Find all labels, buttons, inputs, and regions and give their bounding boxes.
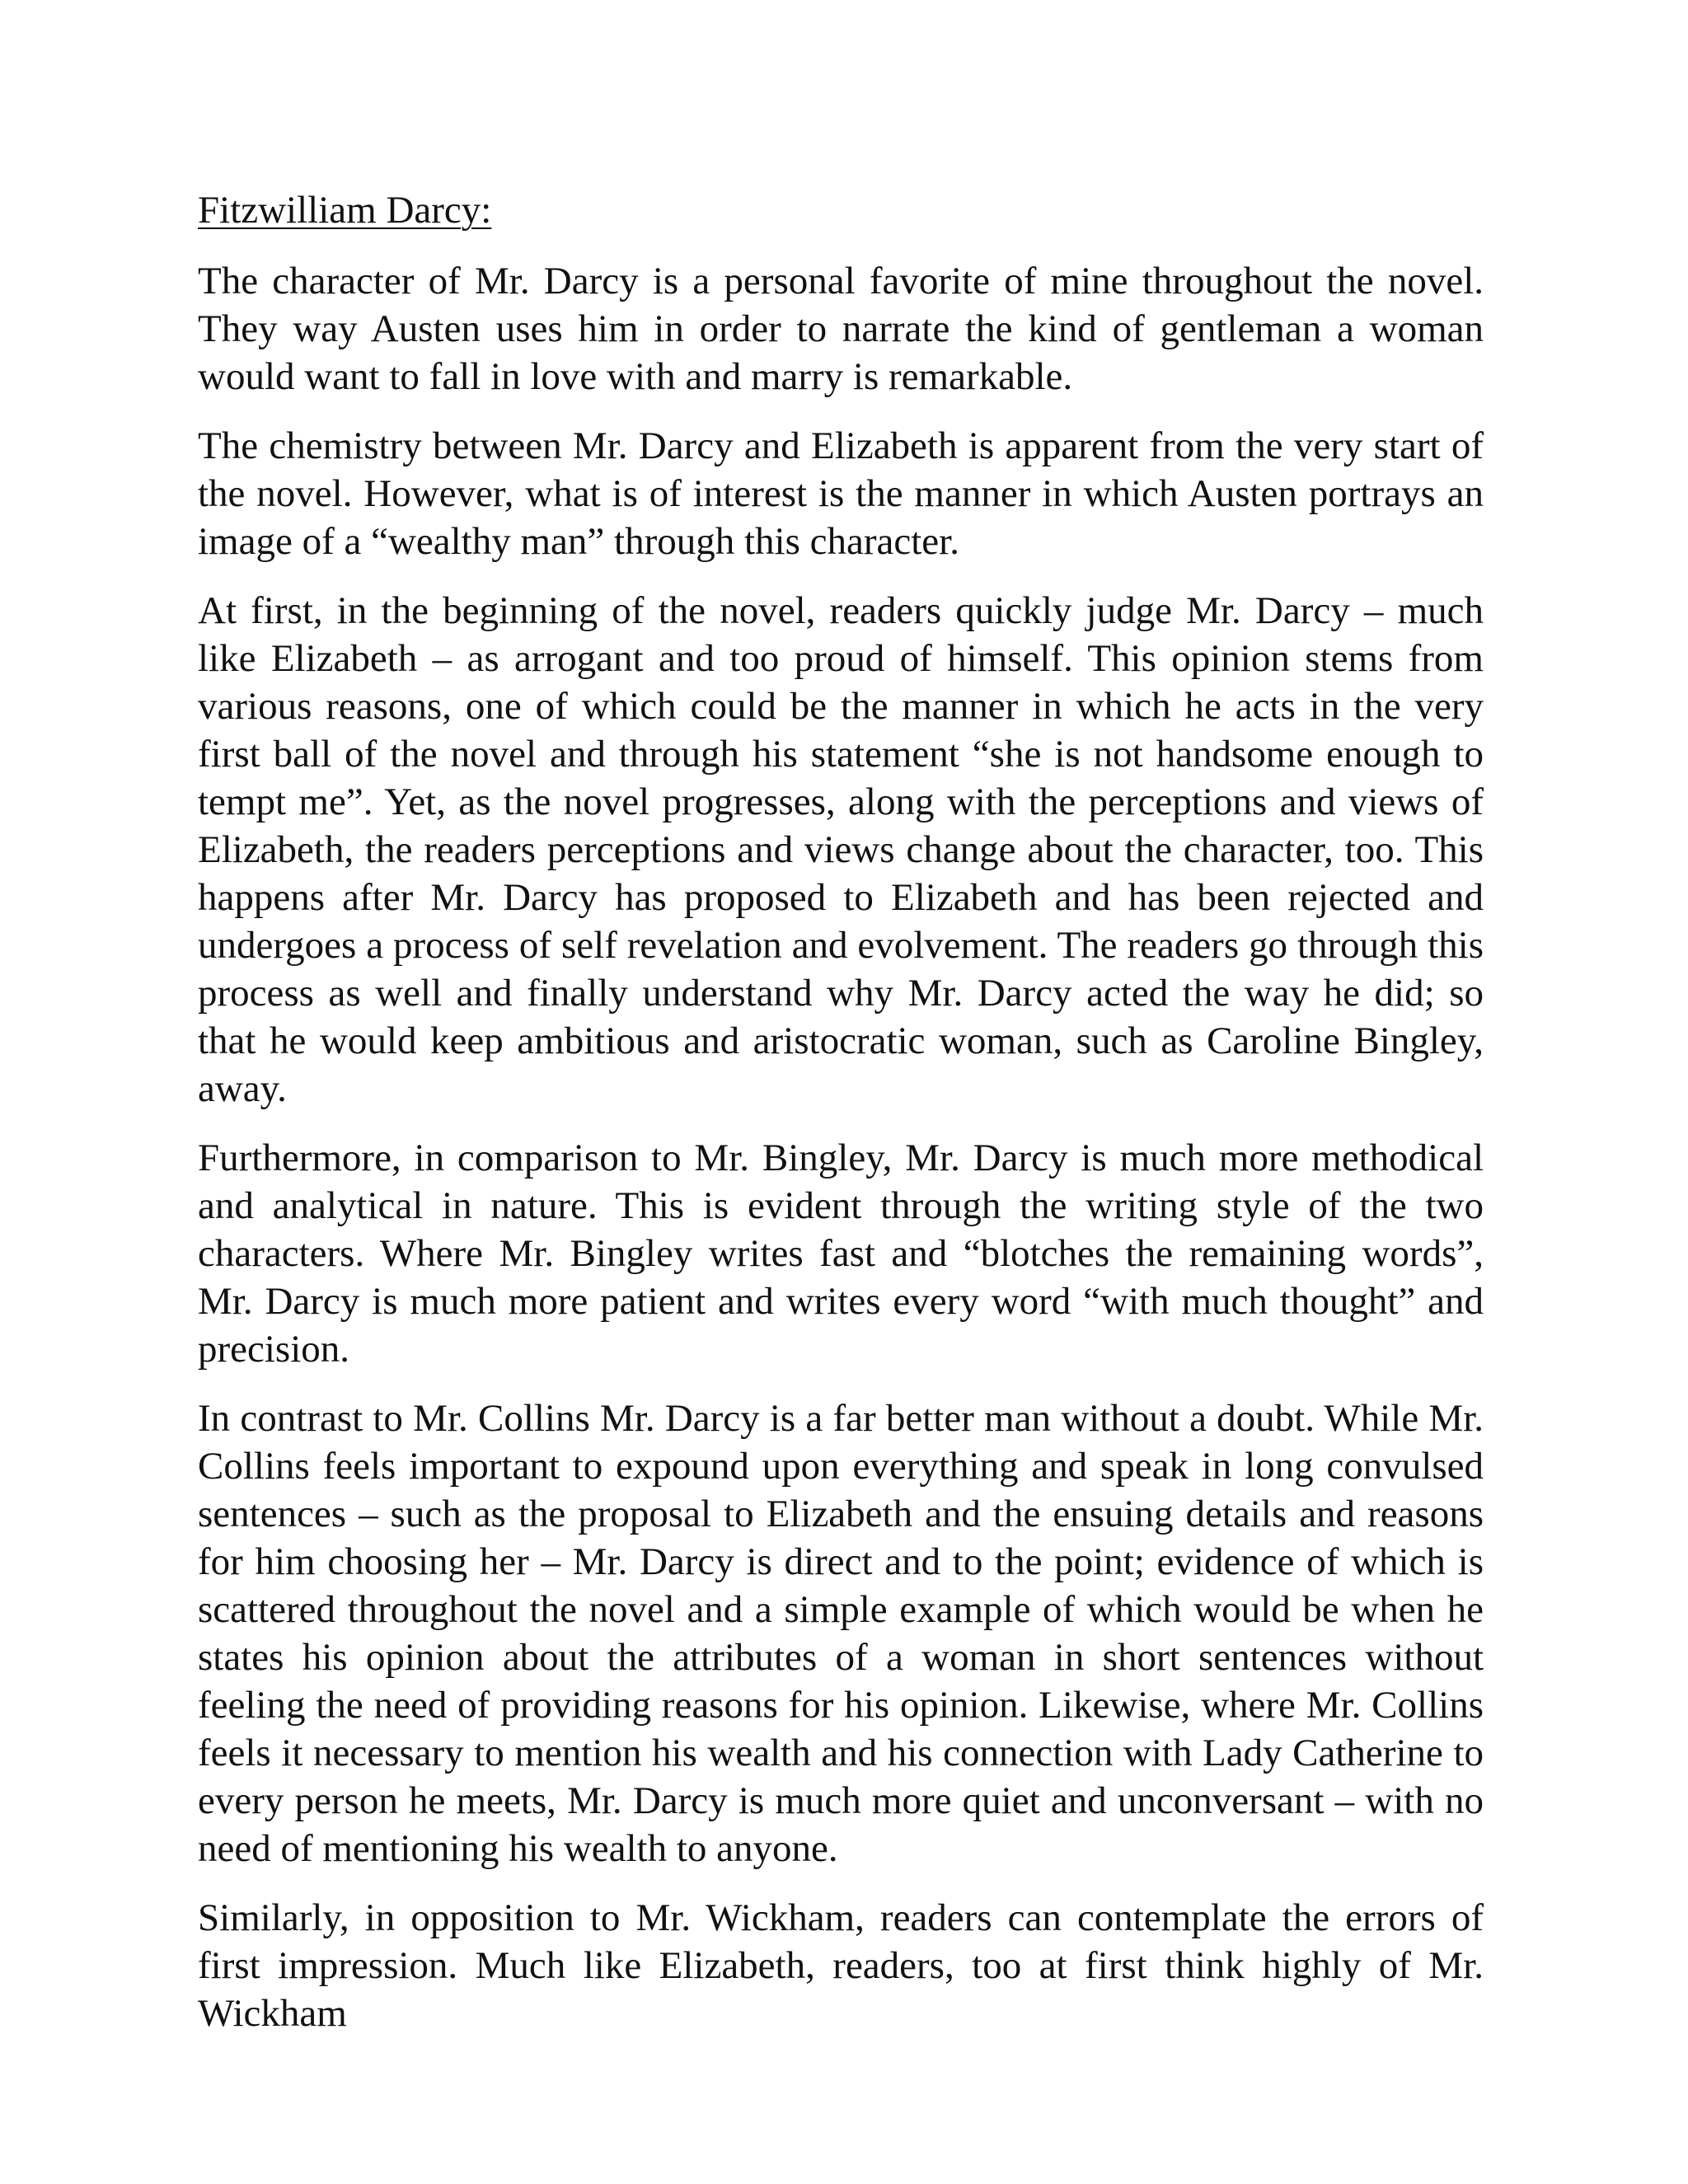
paragraph-chemistry: The chemistry between Mr. Darcy and Elizabeth is apparent from the very start of the novel. However, what is of interest is the manner in which Austen portrays an image of a “wealthy man” through this character. [198,424,1484,563]
document-page [198,186,1484,2037]
paragraph-first-impression: At first, in the beginning of the novel, readers quickly judge Mr. Darcy – much like Elizabeth – as arrogant and too proud of himself. This opinion stems from various reasons, one of which could be the manner in which he acts in the very first ball of the novel and through his statement “she is not handsome enough to tempt me”. Yet, as the novel progresses, along with the perceptions and views of Elizabeth, the readers perceptions and views change about the character, too. This happens after Mr. Darcy has proposed to Elizabeth and has been rejected and undergoes a process of self revelation and evolvement. The readers go through this process as well and finally understand why Mr. Darcy acted the way he did; so that he would keep ambitious and aristocratic woman, such as Caroline Bingley, away. [198,589,1484,1110]
paragraph-collins-contrast: In contrast to Mr. Collins Mr. Darcy is a far better man without a doubt. While Mr. Collins feels important to expound upon everything and speak in long convulsed sentences – such as the proposal to Elizabeth and the ensuing details and reasons for him choosing her – Mr. Darcy is direct and to the point; evidence of which is scattered throughout the novel and a simple example of which would be when he states his opinion about the attributes of a woman in short sentences without feeling the need of providing reasons for his opinion. Likewise, where Mr. Collins feels it necessary to mention his wealth and his connection with Lady Catherine to every person he meets, Mr. Darcy is much more quiet and unconversant – with no need of mentioning his wealth to anyone. [198,1397,1484,1870]
paragraph-intro: The character of Mr. Darcy is a personal favorite of mine throughout the novel. They way Austen uses him in order to narrate the kind of gentleman a woman would want to fall in love with and marry is remarkable. [198,260,1484,398]
section-heading: Fitzwilliam Darcy: [198,189,492,232]
paragraph-bingley-comparison: Furthermore, in comparison to Mr. Bingley, Mr. Darcy is much more methodical and analytical in nature. This is evident through the writing style of the two characters. Where Mr. Bingley writes fast and “blotches the remaining words”, Mr. Darcy is much more patient and writes every word “with much thought” and precision. [198,1137,1484,1371]
paragraph-wickham-opposition: Similarly, in opposition to Mr. Wickham, readers can contemplate the errors of first impression. Much like Elizabeth, readers, too at first think highly of Mr. Wickham [198,1896,1484,2035]
